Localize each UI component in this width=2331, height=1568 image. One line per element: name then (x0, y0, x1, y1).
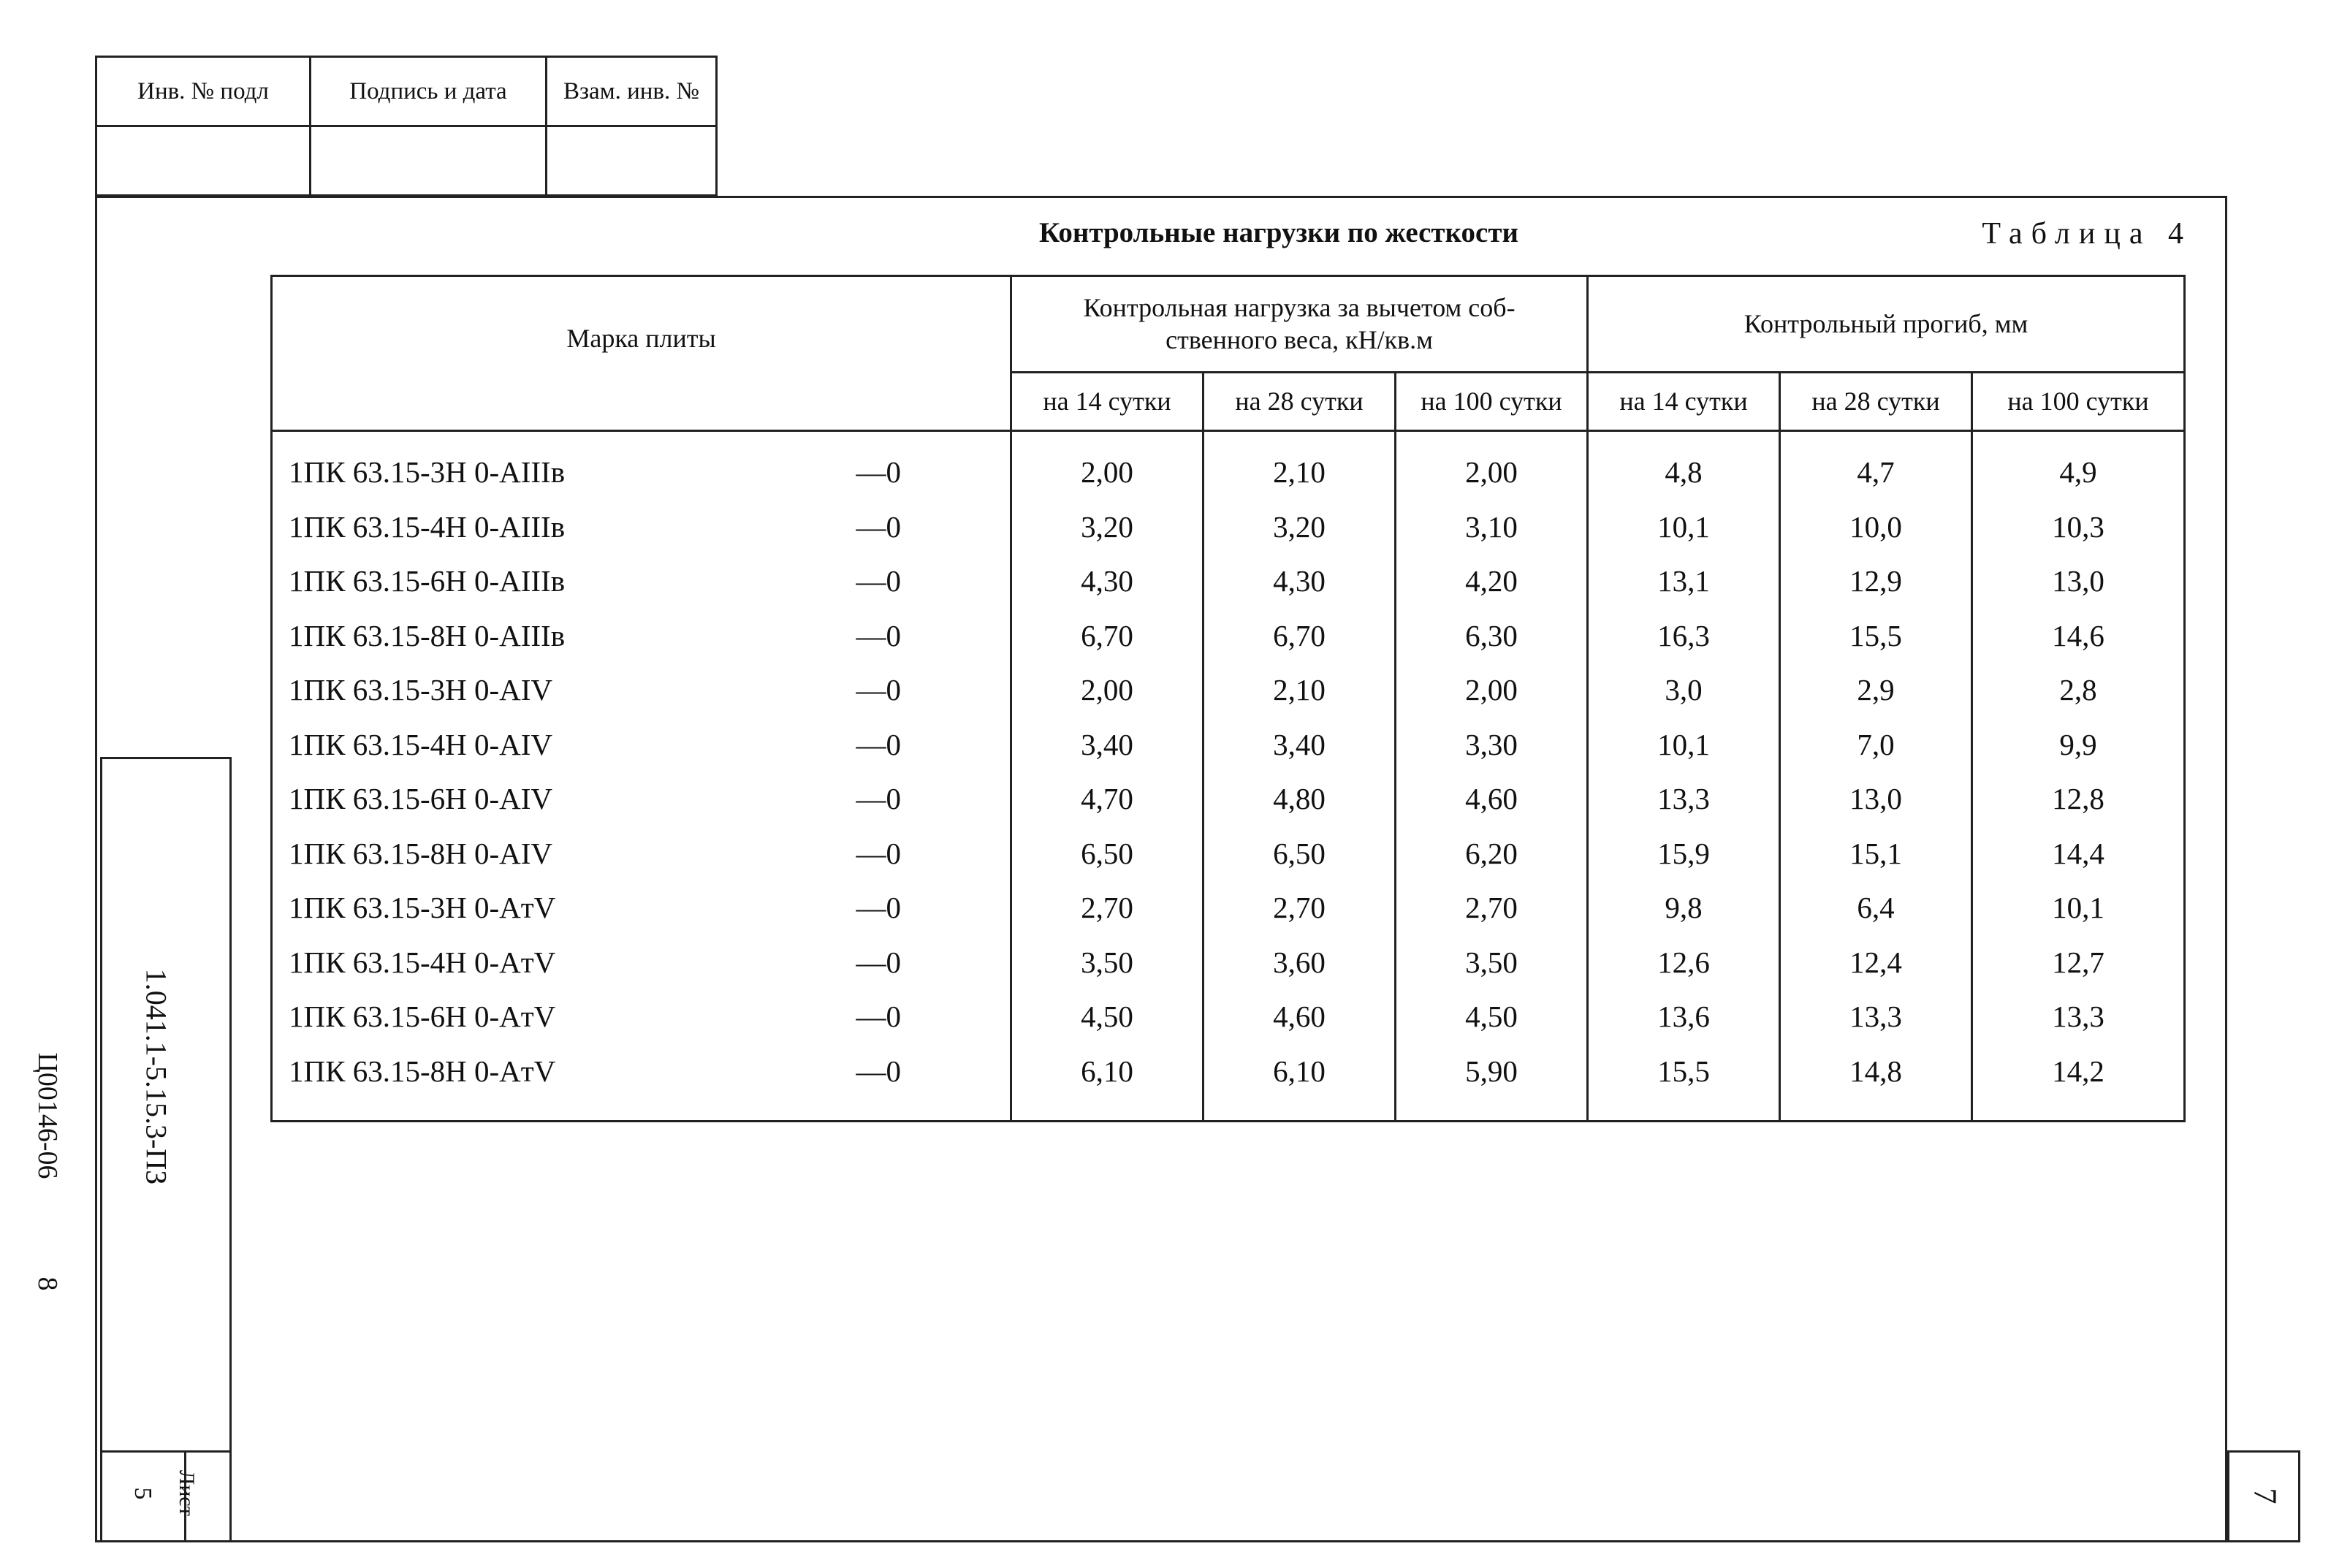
cell-suffix: —0 (856, 500, 1011, 555)
stamp-header-inv: Инв. № подл (96, 57, 311, 126)
cell-load-100: 4,60 (1396, 772, 1588, 826)
sub-header-load-28: на 28 сутки (1203, 373, 1396, 431)
cell-deflection-100: 13,3 (1972, 989, 2185, 1044)
table-row (272, 989, 2185, 1044)
stamp-header-replace: Взам. инв. № (547, 57, 717, 126)
stamp-header-signature: Подпись и дата (311, 57, 547, 126)
cell-deflection-28: 12,4 (1780, 935, 1972, 990)
cell-load-100: 2,00 (1396, 663, 1588, 718)
cell-deflection-14: 4,8 (1588, 431, 1780, 500)
table-row (272, 826, 2185, 881)
table-row (272, 500, 2185, 555)
archive-page: 8 (32, 1276, 63, 1291)
table-row (272, 1044, 2185, 1122)
cell-deflection-14: 13,1 (1588, 554, 1780, 609)
cell-deflection-14: 13,6 (1588, 989, 1780, 1044)
archive-code: Ц00146-06 (32, 1052, 63, 1179)
cell-deflection-28: 13,0 (1780, 772, 1972, 826)
side-sheet-label: Лист (175, 1470, 199, 1516)
cell-deflection-14: 12,6 (1588, 935, 1780, 990)
cell-load-28: 6,10 (1203, 1044, 1396, 1122)
cell-deflection-100: 10,3 (1972, 500, 2185, 555)
cell-load-28: 3,60 (1203, 935, 1396, 990)
table-label: Таблица 4 (1982, 217, 2192, 251)
cell-suffix: —0 (856, 431, 1011, 500)
cell-deflection-14: 15,9 (1588, 826, 1780, 881)
cell-deflection-28: 13,3 (1780, 989, 1972, 1044)
cell-load-100: 4,20 (1396, 554, 1588, 609)
cell-deflection-14: 10,1 (1588, 500, 1780, 555)
cell-mark: 1ПК 63.15-8Н 0-AIIIв (272, 609, 856, 663)
cell-mark: 1ПК 63.15-6Н 0-AтV (272, 989, 856, 1044)
cell-suffix: —0 (856, 772, 1011, 826)
header-load-line1: Контрольная нагрузка за вычетом соб- (1083, 293, 1516, 323)
cell-load-100: 3,50 (1396, 935, 1588, 990)
cell-suffix: —0 (856, 1044, 1011, 1122)
cell-load-28: 6,70 (1203, 609, 1396, 663)
cell-mark: 1ПК 63.15-4Н 0-AтV (272, 935, 856, 990)
cell-suffix: —0 (856, 935, 1011, 990)
cell-deflection-28: 15,1 (1780, 826, 1972, 881)
cell-load-14: 2,00 (1011, 431, 1203, 500)
page-number: 7 (2247, 1488, 2284, 1504)
cell-mark: 1ПК 63.15-3Н 0-AтV (272, 880, 856, 935)
cell-mark: 1ПК 63.15-4Н 0-AIV (272, 718, 856, 772)
sub-header-deflection-28: на 28 сутки (1780, 373, 1972, 431)
cell-load-28: 4,80 (1203, 772, 1396, 826)
cell-deflection-100: 13,0 (1972, 554, 2185, 609)
cell-deflection-14: 16,3 (1588, 609, 1780, 663)
cell-deflection-28: 12,9 (1780, 554, 1972, 609)
cell-deflection-100: 10,1 (1972, 880, 2185, 935)
side-doc-code: 1.041.1-5.15.3-ПЗ (140, 968, 173, 1185)
cell-load-14: 6,10 (1011, 1044, 1203, 1122)
side-sheet-box (100, 1450, 232, 1542)
cell-load-28: 4,30 (1203, 554, 1396, 609)
table-row (272, 663, 2185, 718)
cell-deflection-14: 9,8 (1588, 880, 1780, 935)
cell-load-14: 2,00 (1011, 663, 1203, 718)
cell-load-100: 2,70 (1396, 880, 1588, 935)
cell-deflection-28: 4,7 (1780, 431, 1972, 500)
cell-deflection-100: 9,9 (1972, 718, 2185, 772)
cell-load-100: 6,20 (1396, 826, 1588, 881)
sub-header-load-14: на 14 сутки (1011, 373, 1203, 431)
cell-deflection-28: 15,5 (1780, 609, 1972, 663)
stiffness-loads-table (270, 275, 2186, 1122)
cell-deflection-28: 7,0 (1780, 718, 1972, 772)
cell-suffix: —0 (856, 880, 1011, 935)
cell-load-14: 4,70 (1011, 772, 1203, 826)
cell-load-28: 4,60 (1203, 989, 1396, 1044)
cell-deflection-14: 15,5 (1588, 1044, 1780, 1122)
cell-load-14: 6,50 (1011, 826, 1203, 881)
cell-suffix: —0 (856, 826, 1011, 881)
cell-load-100: 5,90 (1396, 1044, 1588, 1122)
header-mark: Марка плиты (272, 276, 1011, 431)
stamp-cell-inv (96, 126, 311, 196)
cell-load-100: 4,50 (1396, 989, 1588, 1044)
sub-header-load-100: на 100 сутки (1396, 373, 1588, 431)
table-row (272, 431, 2185, 500)
cell-suffix: —0 (856, 989, 1011, 1044)
cell-suffix: —0 (856, 609, 1011, 663)
cell-mark: 1ПК 63.15-8Н 0-AIV (272, 826, 856, 881)
stamp-cell-signature (311, 126, 547, 196)
cell-load-100: 3,30 (1396, 718, 1588, 772)
cell-load-28: 6,50 (1203, 826, 1396, 881)
cell-deflection-100: 14,2 (1972, 1044, 2185, 1122)
stamp-cell-replace (547, 126, 717, 196)
cell-load-14: 4,50 (1011, 989, 1203, 1044)
table-row (272, 609, 2185, 663)
cell-load-28: 3,20 (1203, 500, 1396, 555)
table-row (272, 718, 2185, 772)
table-body (272, 431, 2185, 1122)
cell-suffix: —0 (856, 554, 1011, 609)
cell-deflection-100: 4,9 (1972, 431, 2185, 500)
cell-load-14: 6,70 (1011, 609, 1203, 663)
cell-load-100: 3,10 (1396, 500, 1588, 555)
header-load-group (1011, 276, 1588, 373)
cell-deflection-100: 14,6 (1972, 609, 2185, 663)
cell-load-14: 3,50 (1011, 935, 1203, 990)
cell-deflection-100: 12,7 (1972, 935, 2185, 990)
cell-deflection-28: 14,8 (1780, 1044, 1972, 1122)
cell-load-14: 3,40 (1011, 718, 1203, 772)
table-row (272, 935, 2185, 990)
cell-load-28: 2,10 (1203, 431, 1396, 500)
cell-mark: 1ПК 63.15-3Н 0-AIIIв (272, 431, 856, 500)
cell-deflection-14: 3,0 (1588, 663, 1780, 718)
table-row (272, 554, 2185, 609)
cell-load-28: 2,70 (1203, 880, 1396, 935)
cell-deflection-14: 10,1 (1588, 718, 1780, 772)
table-row (272, 880, 2185, 935)
cell-mark: 1ПК 63.15-8Н 0-AтV (272, 1044, 856, 1122)
cell-deflection-100: 2,8 (1972, 663, 2185, 718)
cell-mark: 1ПК 63.15-6Н 0-AIV (272, 772, 856, 826)
cell-load-28: 3,40 (1203, 718, 1396, 772)
cell-load-100: 6,30 (1396, 609, 1588, 663)
side-sheet-number: 5 (129, 1487, 156, 1500)
cell-deflection-14: 13,3 (1588, 772, 1780, 826)
cell-deflection-100: 14,4 (1972, 826, 2185, 881)
table-title: Контрольные нагрузки по жесткости (1039, 217, 1518, 248)
cell-mark: 1ПК 63.15-6Н 0-AIIIв (272, 554, 856, 609)
cell-deflection-28: 2,9 (1780, 663, 1972, 718)
sub-header-deflection-14: на 14 сутки (1588, 373, 1780, 431)
stamp-table (95, 56, 718, 197)
cell-load-28: 2,10 (1203, 663, 1396, 718)
cell-deflection-28: 6,4 (1780, 880, 1972, 935)
cell-mark: 1ПК 63.15-4Н 0-AIIIв (272, 500, 856, 555)
cell-mark: 1ПК 63.15-3Н 0-AIV (272, 663, 856, 718)
table-row (272, 772, 2185, 826)
header-load-line2: ственного веса, кН/кв.м (1166, 324, 1433, 354)
cell-load-100: 2,00 (1396, 431, 1588, 500)
cell-load-14: 3,20 (1011, 500, 1203, 555)
cell-deflection-100: 12,8 (1972, 772, 2185, 826)
cell-deflection-28: 10,0 (1780, 500, 1972, 555)
cell-load-14: 2,70 (1011, 880, 1203, 935)
header-deflection-group: Контрольный прогиб, мм (1588, 276, 2185, 373)
cell-load-14: 4,30 (1011, 554, 1203, 609)
cell-suffix: —0 (856, 718, 1011, 772)
sub-header-deflection-100: на 100 сутки (1972, 373, 2185, 431)
cell-suffix: —0 (856, 663, 1011, 718)
